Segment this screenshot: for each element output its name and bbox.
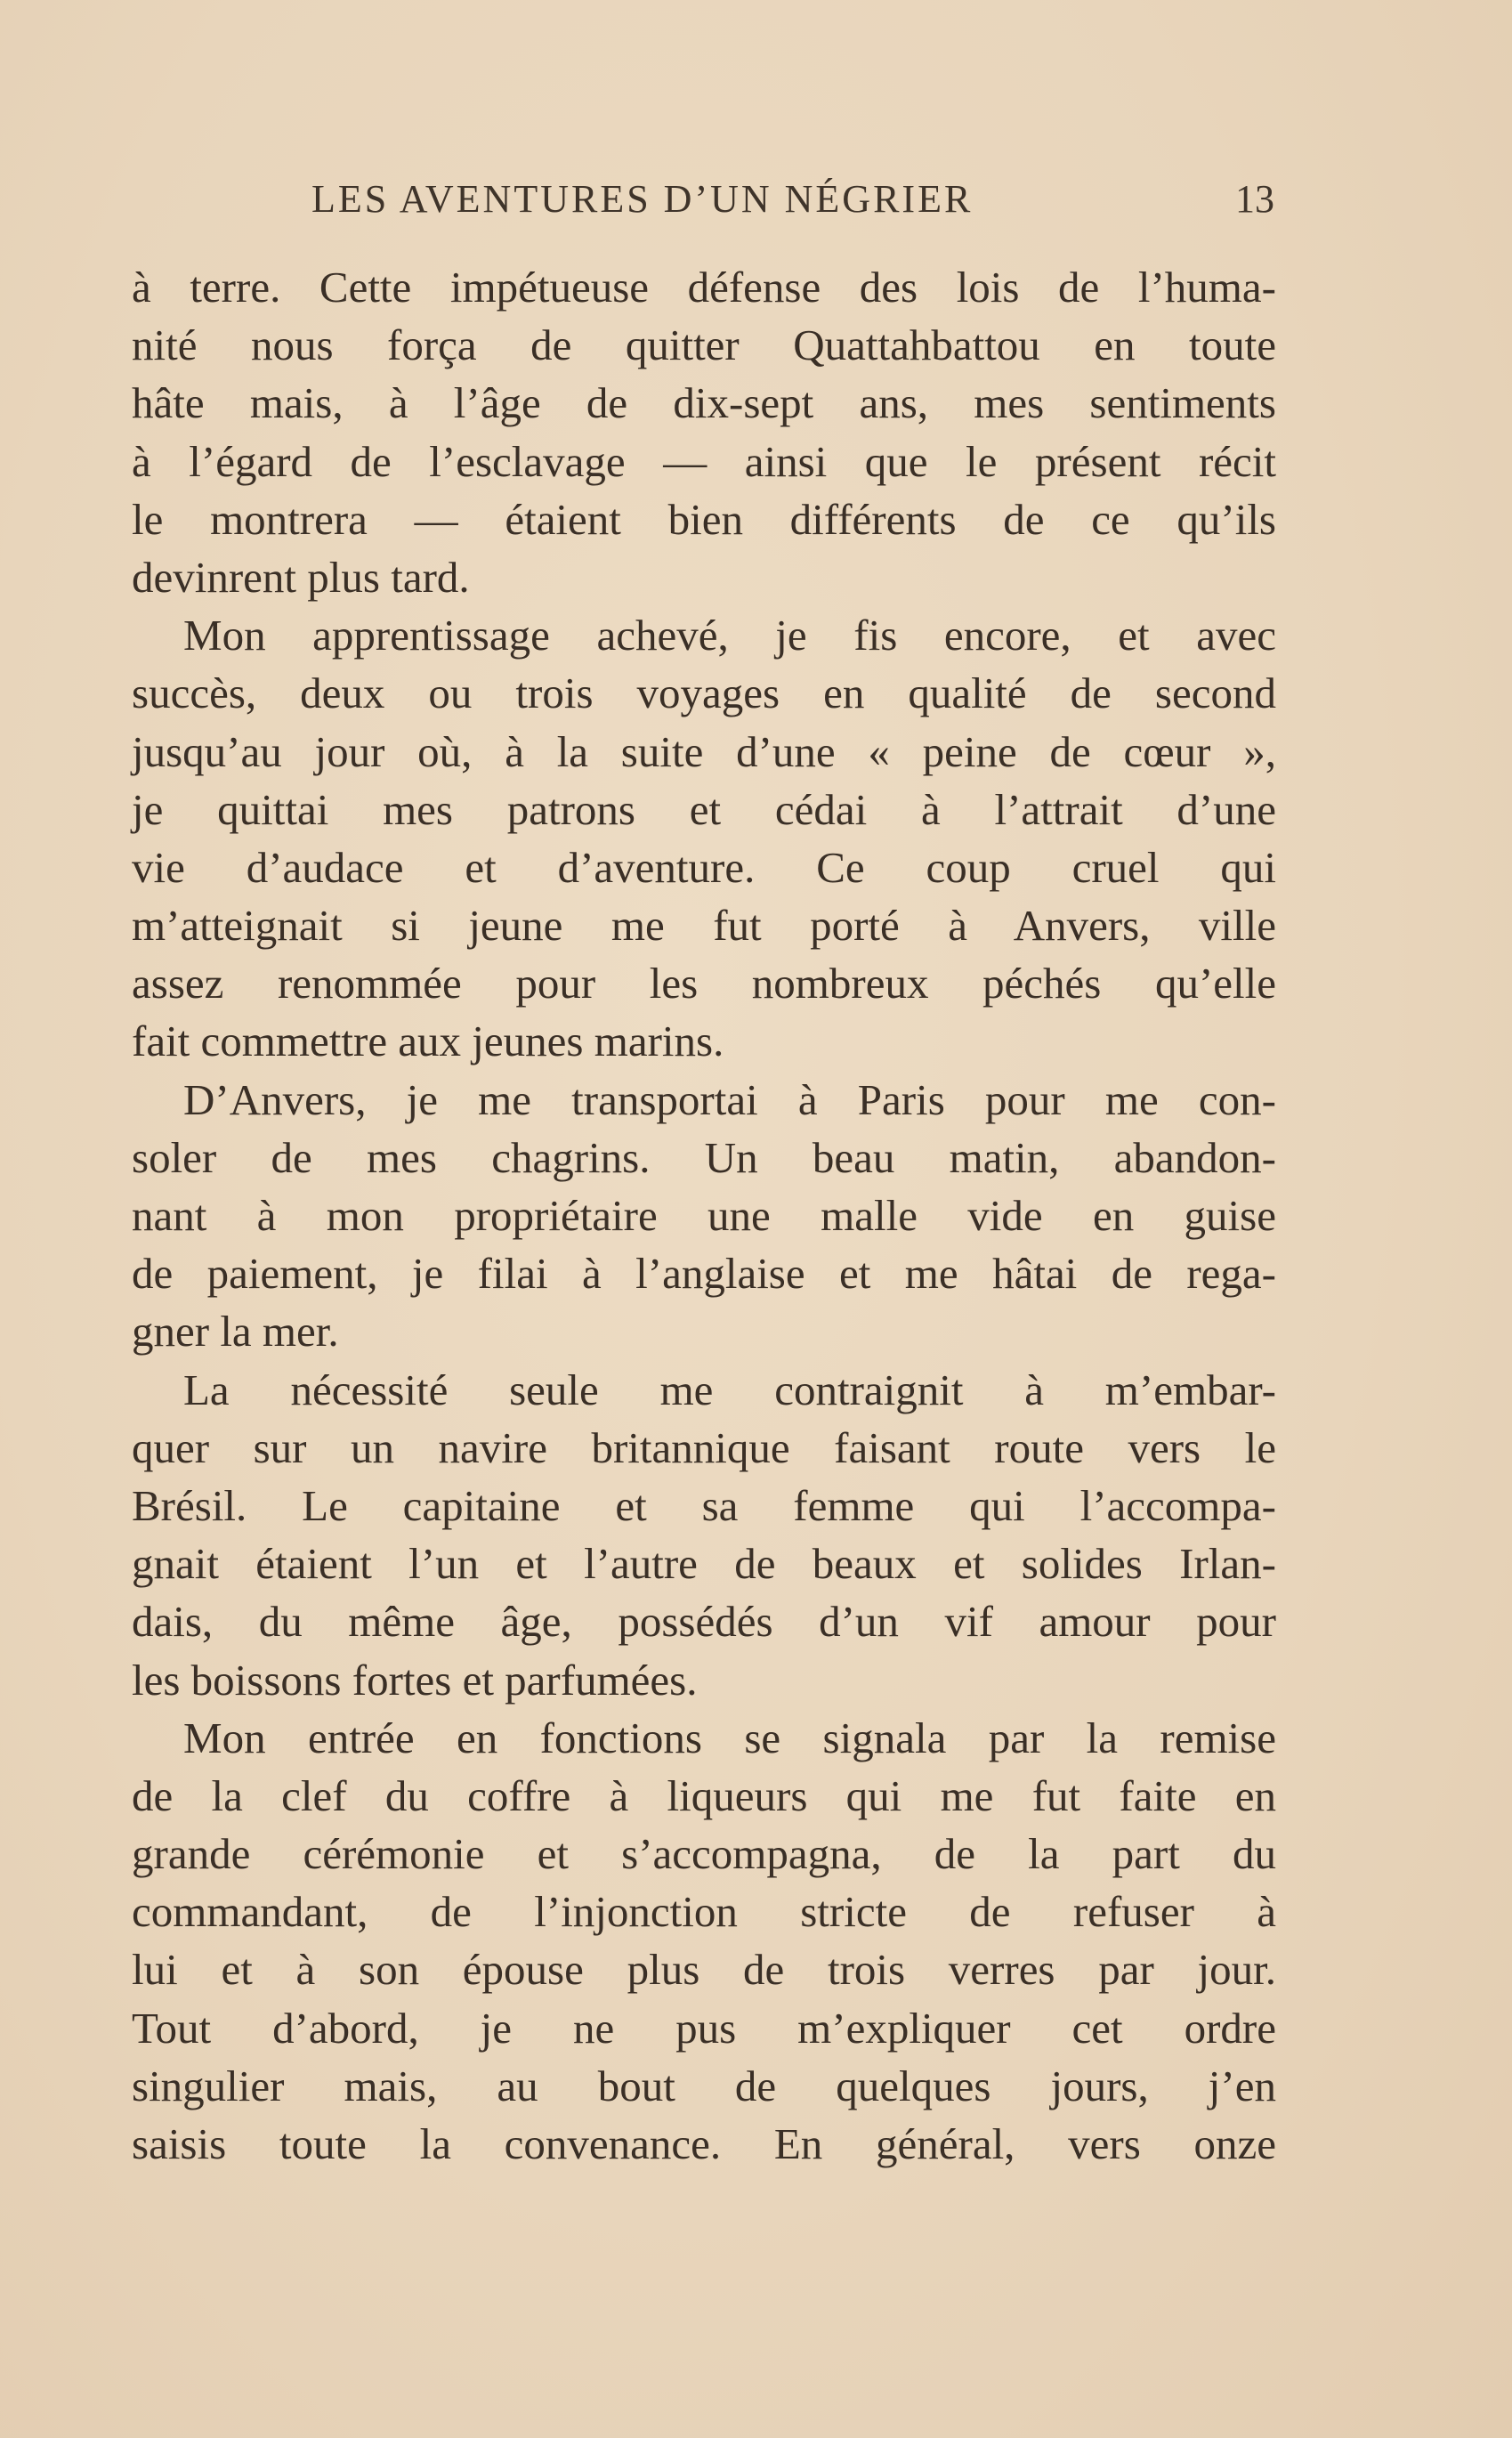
text-line: vie d’audace et d’aventure. Ce coup cruel qui [132, 842, 1276, 892]
paragraph-end-line: gner la mer. [132, 1307, 339, 1357]
text-line: à terre. Cette impétueuse défense des lois de l’huma- [132, 263, 1276, 312]
running-head [133, 176, 1274, 230]
text-line: Brésil. Le capitaine et sa femme qui l’accompa- [132, 1480, 1276, 1530]
paragraph-start-line: Mon apprentissage achevé, je fis encore, et avec [183, 611, 1276, 660]
text-line: quer sur un navire britannique faisant route vers le [132, 1422, 1276, 1472]
text-line: je quittai mes patrons et cédai à l’attrait d’une [132, 784, 1276, 834]
text-line: commandant, de l’injonction stricte de refuser à [132, 1887, 1276, 1937]
text-line: de la clef du coffre à liqueurs qui me fut faite en [132, 1770, 1276, 1820]
text-line: de paiement, je filai à l’anglaise et me hâtai de rega- [132, 1249, 1276, 1299]
text-line: succès, deux ou trois voyages en qualité de second [132, 668, 1276, 718]
text-line: Tout d’abord, je ne pus m’expliquer cet ordre [132, 2003, 1276, 2053]
text-line: jusqu’au jour où, à la suite d’une « peine de cœur », [132, 726, 1276, 776]
paragraph-end-line: fait commettre aux jeunes marins. [132, 1017, 724, 1066]
text-line: soler de mes chagrins. Un beau matin, abandon- [132, 1132, 1276, 1182]
text-line: m’atteignait si jeune me fut porté à Anvers, ville [132, 901, 1276, 951]
paragraph-end-line: les boissons fortes et parfumées. [132, 1655, 698, 1705]
text-line: le montrera — étaient bien différents de ce qu’ils [132, 494, 1276, 544]
text-line: à l’égard de l’esclavage — ainsi que le présent récit [132, 436, 1276, 486]
text-line: singulier mais, au bout de quelques jours, j’en [132, 2061, 1276, 2110]
text-line: nant à mon propriétaire une malle vide en guise [132, 1191, 1276, 1240]
text-line: dais, du même âge, possédés d’un vif amour pour [132, 1597, 1276, 1647]
text-line: nité nous força de quitter Quattahbattou en toute [132, 320, 1276, 370]
text-line: gnait étaient l’un et l’autre de beaux et solides Irlan- [132, 1539, 1276, 1589]
text-line: assez renommée pour les nombreux péchés qu’elle [132, 959, 1276, 1008]
paragraph-start-line: La nécessité seule me contraignit à m’embar- [183, 1365, 1276, 1414]
page-number: 13 [1235, 177, 1274, 221]
text-line: hâte mais, à l’âge de dix-sept ans, mes sentiments [132, 378, 1276, 428]
text-line: grande cérémonie et s’accompagna, de la part du [132, 1829, 1276, 1879]
text-line: lui et à son épouse plus de trois verres par jour. [132, 1945, 1276, 1995]
paragraph-start-line: Mon entrée en fonctions se signala par la remise [183, 1713, 1276, 1762]
running-title: LES AVENTURES D’UN NÉGRIER [311, 177, 974, 221]
body-text [132, 258, 1276, 2173]
paragraph-start-line: D’Anvers, je me transportai à Paris pour me con- [183, 1074, 1276, 1124]
paragraph-end-line: devinrent plus tard. [132, 552, 470, 602]
text-line: saisis toute la convenance. En général, vers onze [132, 2119, 1276, 2168]
